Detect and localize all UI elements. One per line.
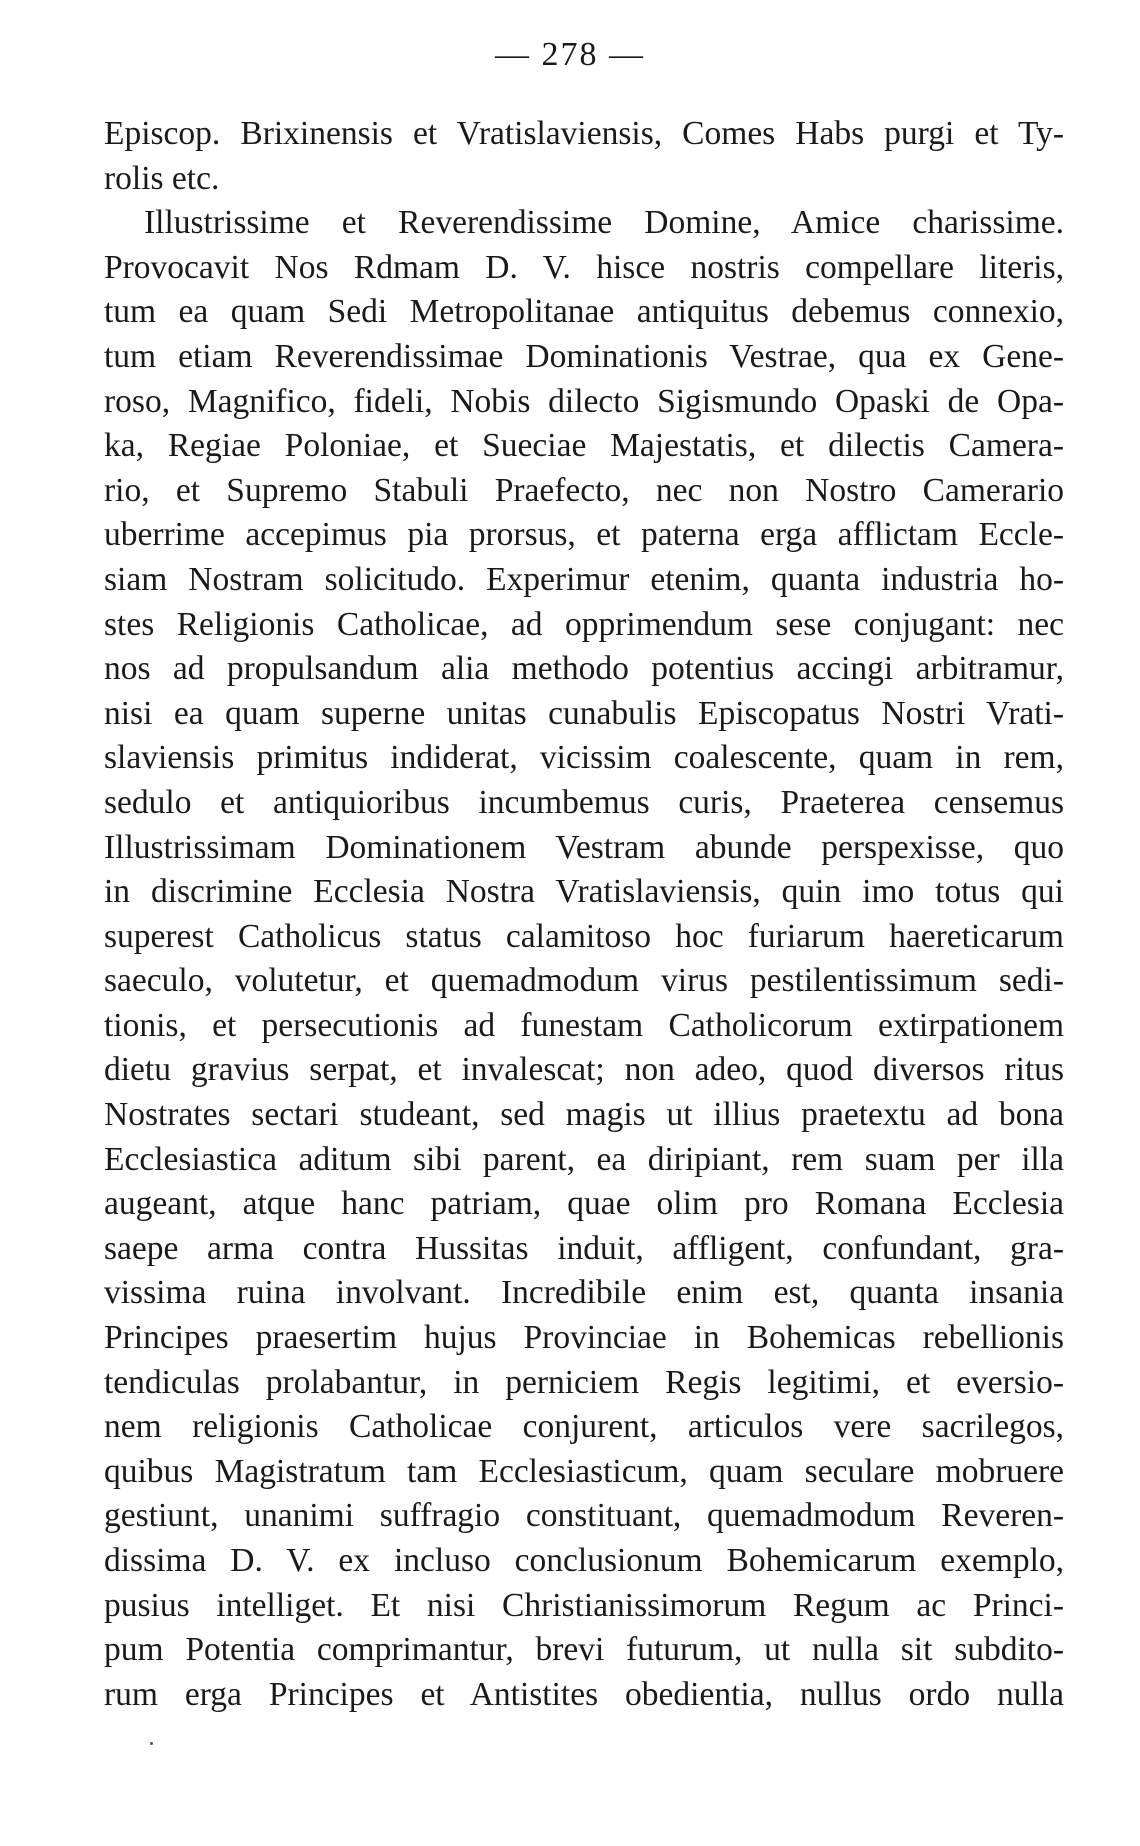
text-line: saeculo, volutetur, et quemadmodum virus pestilentissimum sedi-: [104, 962, 1064, 1000]
text-line: tum ea quam Sedi Metropolitanae antiquitus debemus connexio,: [104, 293, 1064, 331]
text-line: Principes praesertim hujus Provinciae in Bohemicas rebellionis: [104, 1319, 1064, 1357]
text-line: pusius intelliget. Et nisi Christianissimorum Regum ac Princi-: [104, 1586, 1064, 1624]
text-line: Illustrissimam Dominationem Vestram abunde perspexisse, quo: [104, 828, 1064, 866]
text-line: tum etiam Reverendissimae Dominationis Vestrae, qua ex Gene-: [104, 337, 1064, 375]
page-number-header: — 278 —: [495, 36, 645, 73]
body-text: [104, 112, 1064, 1717]
text-line: siam Nostram solicitudo. Experimur etenim, quanta industria ho-: [104, 560, 1064, 598]
text-line: nem religionis Catholicae conjurent, articulos vere sacrilegos,: [104, 1408, 1064, 1446]
text-line: Episcop. Brixinensis et Vratislaviensis, Comes Habs purgi et Ty-: [104, 115, 1064, 152]
text-line: saepe arma contra Hussitas induit, affligent, confundant, gra-: [104, 1229, 1064, 1267]
text-line: stes Religionis Catholicae, ad opprimendum sese conjugant: nec: [104, 605, 1064, 643]
text-line: uberrime accepimus pia prorsus, et paterna erga afflictam Eccle-: [104, 516, 1064, 554]
text-line: gestiunt, unanimi suffragio constituant, quemadmodum Reveren-: [104, 1497, 1064, 1535]
text-line: rum erga Principes et Antistites obedientia, nullus ordo nulla: [104, 1675, 1064, 1713]
text-line: in discrimine Ecclesia Nostra Vratislaviensis, quin imo totus qui: [104, 873, 1064, 911]
text-line: pum Potentia comprimantur, brevi futurum, ut nulla sit subdito-: [104, 1631, 1064, 1669]
text-line: slaviensis primitus indiderat, vicissim coalescente, quam in rem,: [104, 739, 1064, 777]
text-line: vissima ruina involvant. Incredibile enim est, quanta insania: [104, 1274, 1064, 1312]
text-line: Illustrissime et Reverendissime Domine, Amice charissime.: [144, 204, 1064, 242]
text-line: quibus Magistratum tam Ecclesiasticum, quam seculare mobruere: [104, 1452, 1064, 1490]
text-line: nos ad propulsandum alia methodo potentius accingi arbitramur,: [104, 650, 1064, 688]
text-line: dietu gravius serpat, et invalescat; non adeo, quod diversos ritus: [104, 1051, 1064, 1089]
text-line: superest Catholicus status calamitoso hoc furiarum haereticarum: [104, 917, 1064, 955]
text-line: rio, et Supremo Stabuli Praefecto, nec non Nostro Camerario: [104, 471, 1064, 509]
text-line: Provocavit Nos Rdmam D. V. hisce nostris compellare literis,: [104, 248, 1064, 286]
text-line: nisi ea quam superne unitas cunabulis Episcopatus Nostri Vrati-: [104, 694, 1064, 732]
text-line: rolis etc.: [104, 159, 220, 197]
text-line: ka, Regiae Poloniae, et Sueciae Majestatis, et dilectis Camera-: [104, 427, 1064, 465]
text-line: dissima D. V. ex incluso conclusionum Bohemicarum exemplo,: [104, 1542, 1064, 1579]
text-line: augeant, atque hanc patriam, quae olim pro Romana Ecclesia: [104, 1185, 1064, 1223]
text-line: sedulo et antiquioribus incumbemus curis, Praeterea censemus: [104, 783, 1064, 821]
text-line: tendiculas prolabantur, in perniciem Regis legitimi, et eversio-: [104, 1363, 1064, 1401]
text-line: tionis, et persecutionis ad funestam Catholicorum extirpationem: [104, 1006, 1064, 1044]
print-speck: [150, 1742, 153, 1745]
text-line: Ecclesiastica aditum sibi parent, ea diripiant, rem suam per illa: [104, 1140, 1064, 1178]
text-line: roso, Magnifico, fideli, Nobis dilecto Sigismundo Opaski de Opa-: [104, 382, 1064, 420]
text-line: Nostrates sectari studeant, sed magis ut illius praetextu ad bona: [104, 1096, 1064, 1134]
